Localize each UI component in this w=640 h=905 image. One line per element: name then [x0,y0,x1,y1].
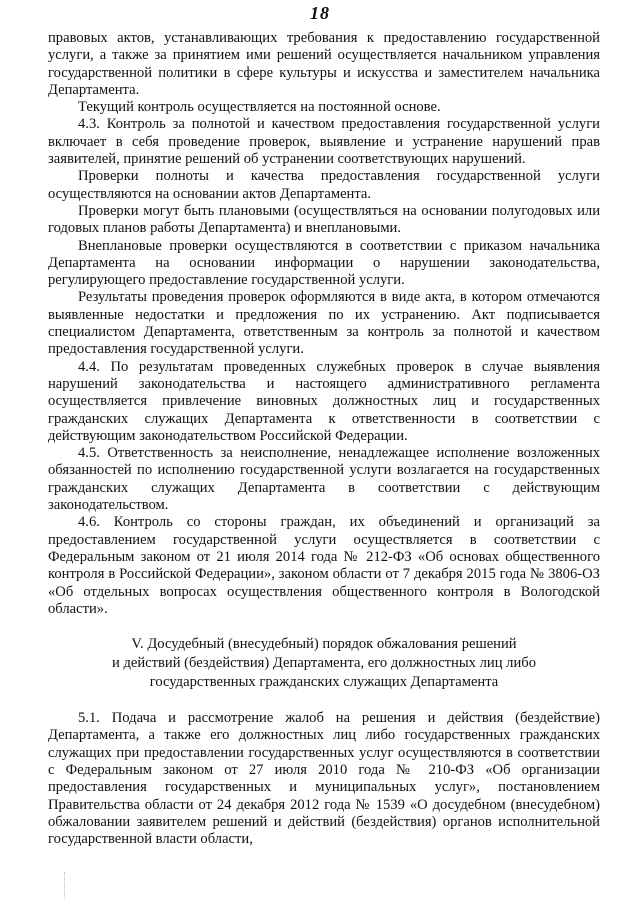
section-title-line: V. Досудебный (внесудебный) порядок обжалования решений [131,636,517,653]
section-title [48,635,600,692]
scan-margin-mark [64,872,66,898]
document-body [48,30,600,848]
paragraph: Результаты проведения проверок оформляются в виде акта, в котором отмечаются выявленные недостатки и предложения по их устранению. Акт подписывается специалистом Департамента, ответственным за контроль за полнотой и качеством предоставления государственной услуги. [48,289,600,358]
paragraph: 4.6. Контроль со стороны граждан, их объединений и организаций за предоставлением государственной услуги осуществляется в соответствии с Федеральным законом от 21 июля 2014 года № 212-ФЗ «Об основах общественного контроля в Российской Федерации», законом области от 7 декабря 2015 года № 3806-ОЗ «Об отдельных вопросах осуществления общественного контроля в Вологодской области». [48,514,600,617]
paragraph: Проверки могут быть плановыми (осуществляться на основании полугодовых или годовых планов работы Департамента) и внеплановыми. [48,202,600,237]
paragraph: 4.4. По результатам проведенных служебных проверок в случае выявления нарушений законодательства и настоящего административного регламента осуществляется привлечение виновных должностных лиц и государственных гражданских служащих Департамента к ответственности в соответствии с действующим законодательством Российской Федерации. [48,358,600,444]
paragraph: Проверки полноты и качества предоставления государственной услуги осуществляются на основании актов Департамента. [48,168,600,202]
paragraph: 5.1. Подача и рассмотрение жалоб на решения и действия (бездействие) Департамента, а также его должностных лиц либо государственных гражданских служащих при предоставлении государственных услуг осуществляются в соответствии с Федеральным законом от 27 июля 2010 года № 210-ФЗ «Об организации предоставления государственных и муниципальных услуг», постановлением Правительства области от 24 декабря 2012 года № 1539 «О досудебном (внесудебном) обжаловании заявителем решений и действий (бездействия) органов исполнительной государственной власти области, [48,710,600,848]
section-title-line: государственных гражданских служащих Департамента [149,674,499,691]
section-title-line: и действий (бездействия) Департамента, его должностных лиц либо [111,655,536,672]
paragraph: Текущий контроль осуществляется на постоянной основе. [78,99,441,116]
page-number: 18 [310,3,330,23]
paragraph: 4.3. Контроль за полнотой и качеством предоставления государственной услуги включает в себя проведение проверок, выявление и устранение нарушений прав заявителей, принятие решений об устранении соответствующих нарушений. [48,116,600,168]
paragraph: правовых актов, устанавливающих требования к предоставлению государственной услуги, а также за принятием ими решений осуществляется начальником управления государственной политики в сфере культуры и искусства и заместителем начальника Департамента. [48,30,600,98]
paragraph: 4.5. Ответственность за неисполнение, ненадлежащее исполнение возложенных обязанностей по исполнению государственной услуги возлагается на государственных гражданских служащих Департамента в соответствии с действующим законодательством. [48,445,600,514]
paragraph: Внеплановые проверки осуществляются в соответствии с приказом начальника Департамента на основании информации о нарушении законодательства, регулирующего предоставление государственной услуги. [48,237,600,289]
